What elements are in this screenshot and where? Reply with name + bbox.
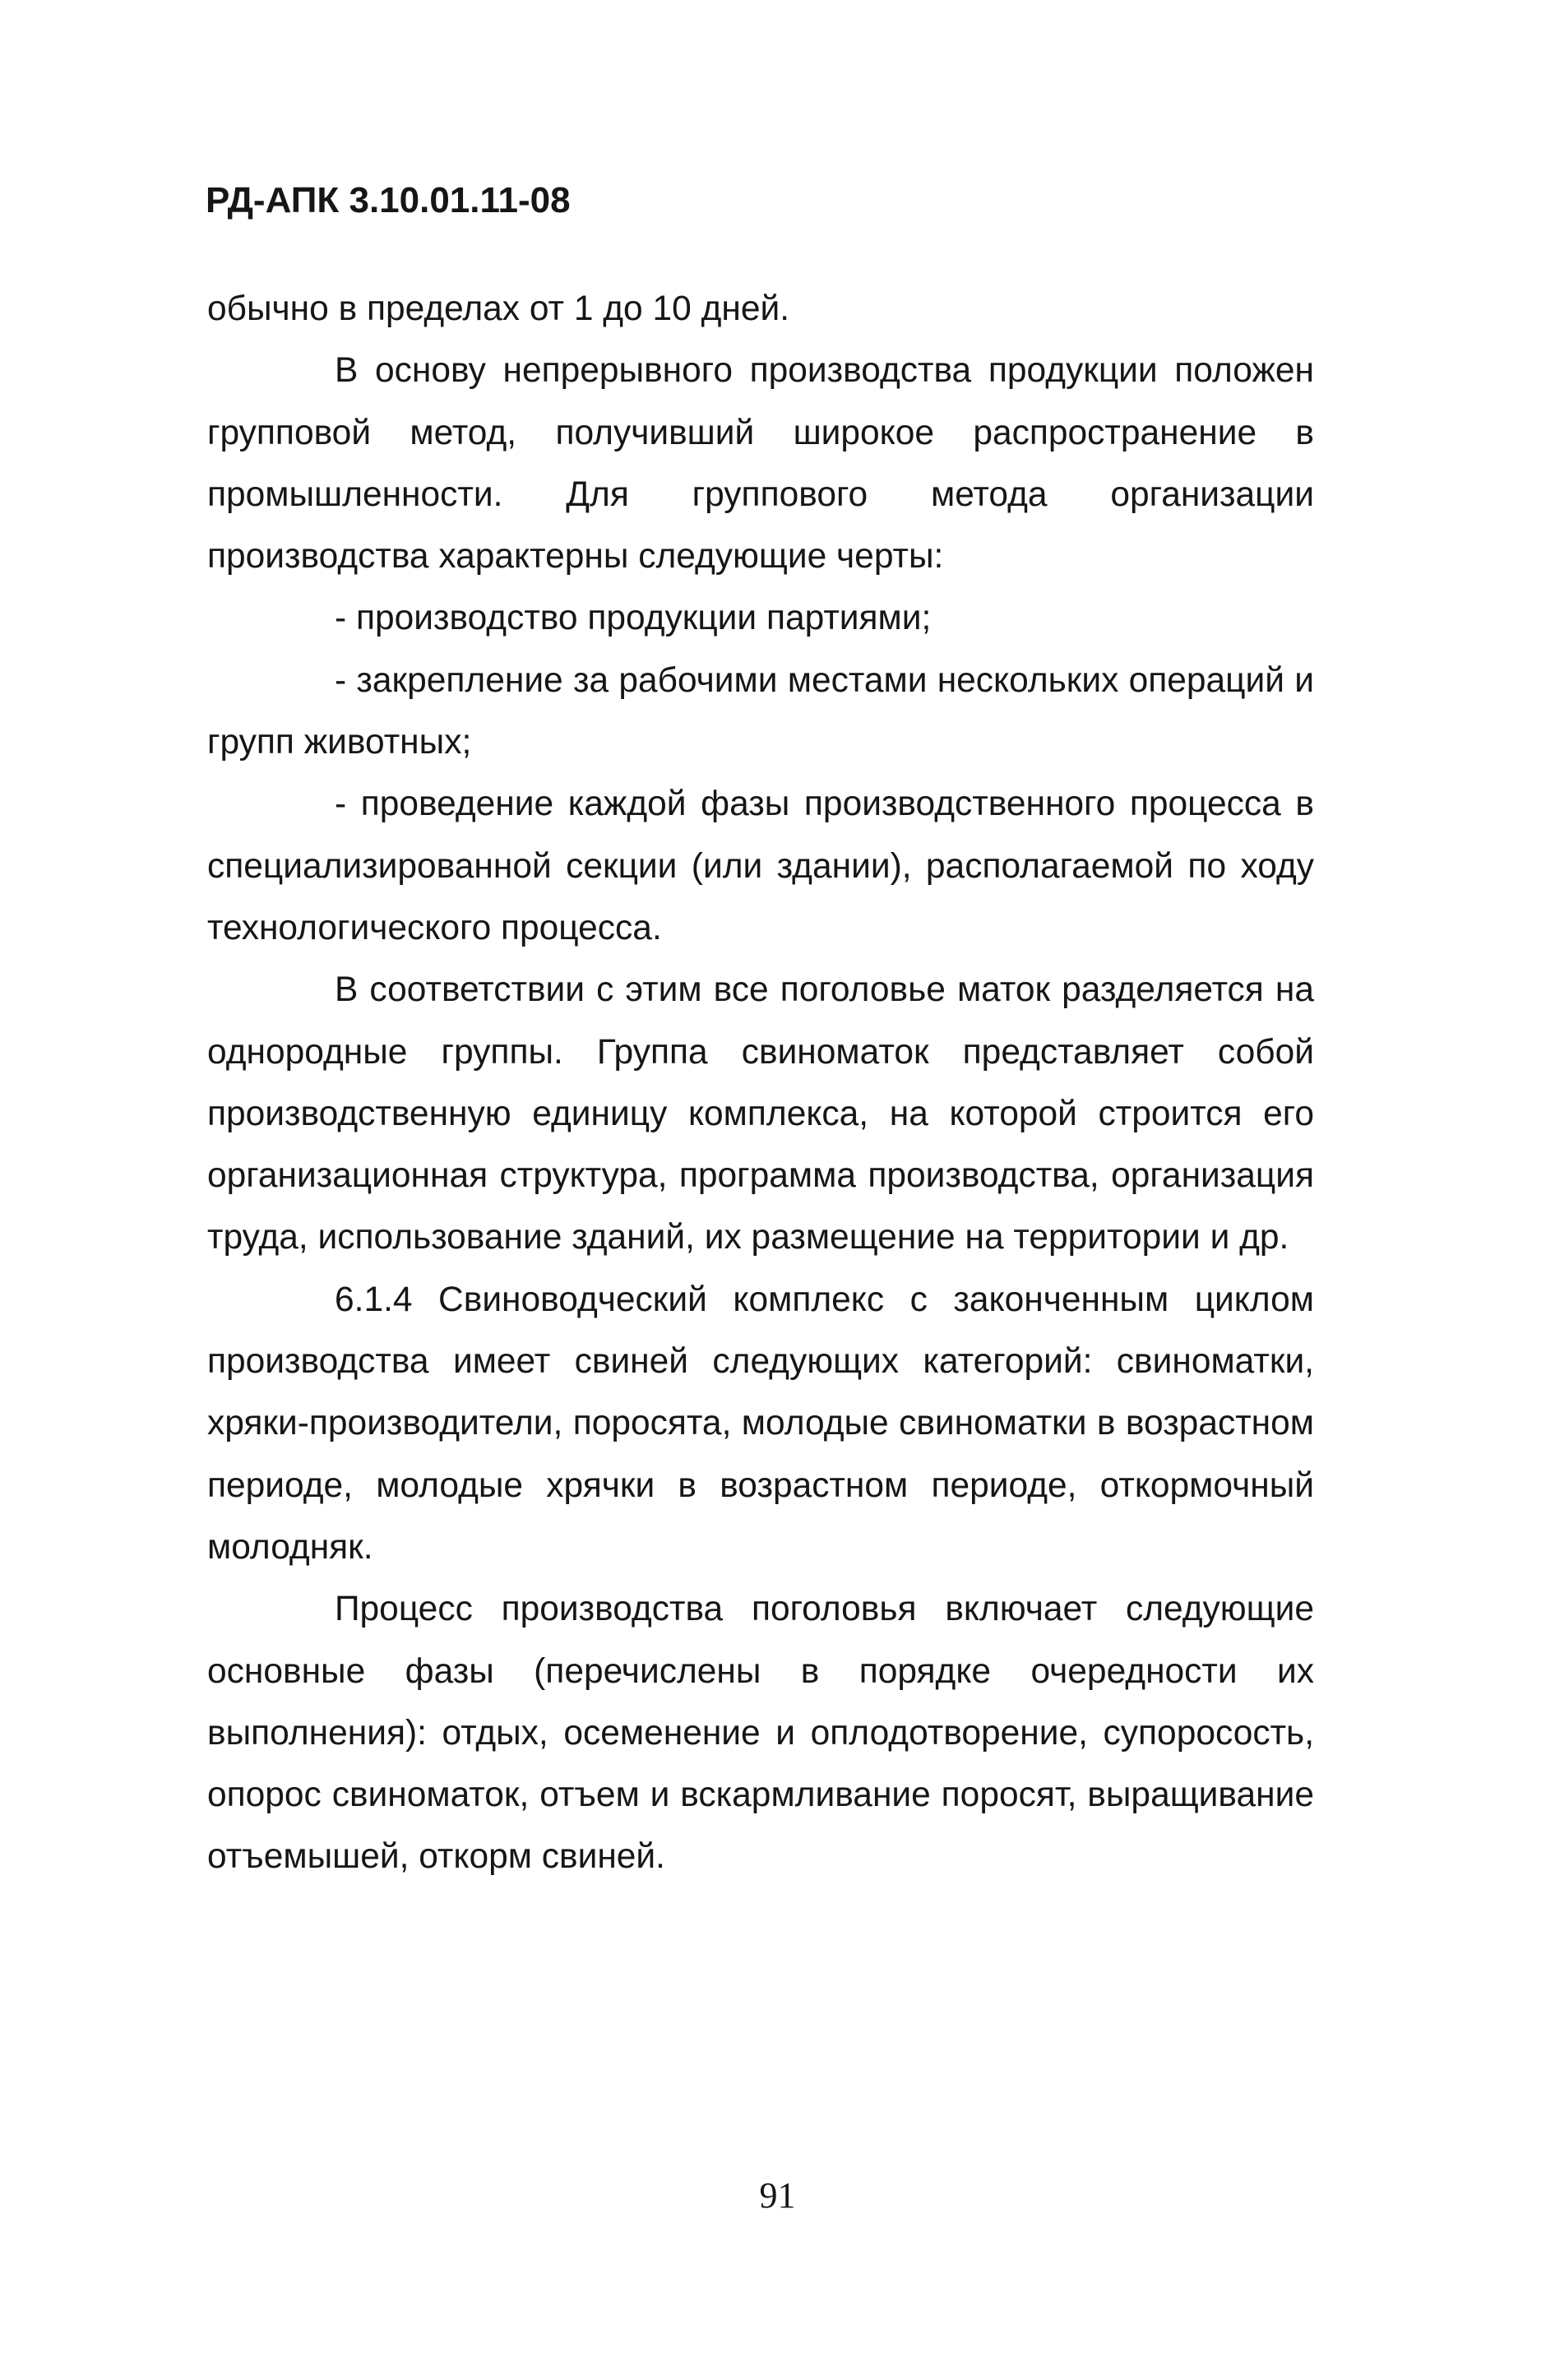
list-item-batch-production: - производство продукции партиями; [335, 599, 932, 638]
paragraph-production-phases: Процесс производства поголовья включает следующие основные фазы (перечислены в порядке очередности их выполнения): отдых, осеменение и оплодотворение, супоросость, опорос свиноматок, отъем и вскармливание поросят, выращивание отъемышей, откорм свиней. [207, 1590, 1314, 1877]
list-item-specialized-section: - проведение каждой фазы производственного процесса в специализированной секции (или здании), располагаемой по ходу технологического процесса. [207, 785, 1314, 947]
document-code-header: РД-АПК 3.10.01.11-08 [206, 180, 571, 220]
document-body [207, 278, 1314, 1888]
page-number: 91 [759, 2175, 796, 2216]
list-item-workplace-assignment: - закрепление за рабочими местами нескольких операций и групп животных; [207, 660, 1314, 762]
paragraph-sow-groups: В соответствии с этим все поголовье маток разделяется на однородные группы. Группа свиноматок представляет собой производственную единицу комплекса, на которой строится его организационная структура, программа производства, организация труда, использование зданий, их размещение на территории и др. [207, 970, 1314, 1257]
paragraph-continuation: обычно в пределах от 1 до 10 дней. [207, 289, 790, 328]
paragraph-section-6-1-4: 6.1.4 Свиноводческий комплекс с законченным циклом производства имеет свиней следующих категорий: свиноматки, хряки-производители, поросята, молодые свиноматки в возрастном периоде, молодые хрячки в возрастном периоде, откормочный молодняк. [207, 1280, 1314, 1567]
paragraph-group-method: В основу непрерывного производства продукции положен групповой метод, получивший широкое распространение в промышленности. Для группового метода организации производства характерны следующие черты: [207, 351, 1314, 576]
